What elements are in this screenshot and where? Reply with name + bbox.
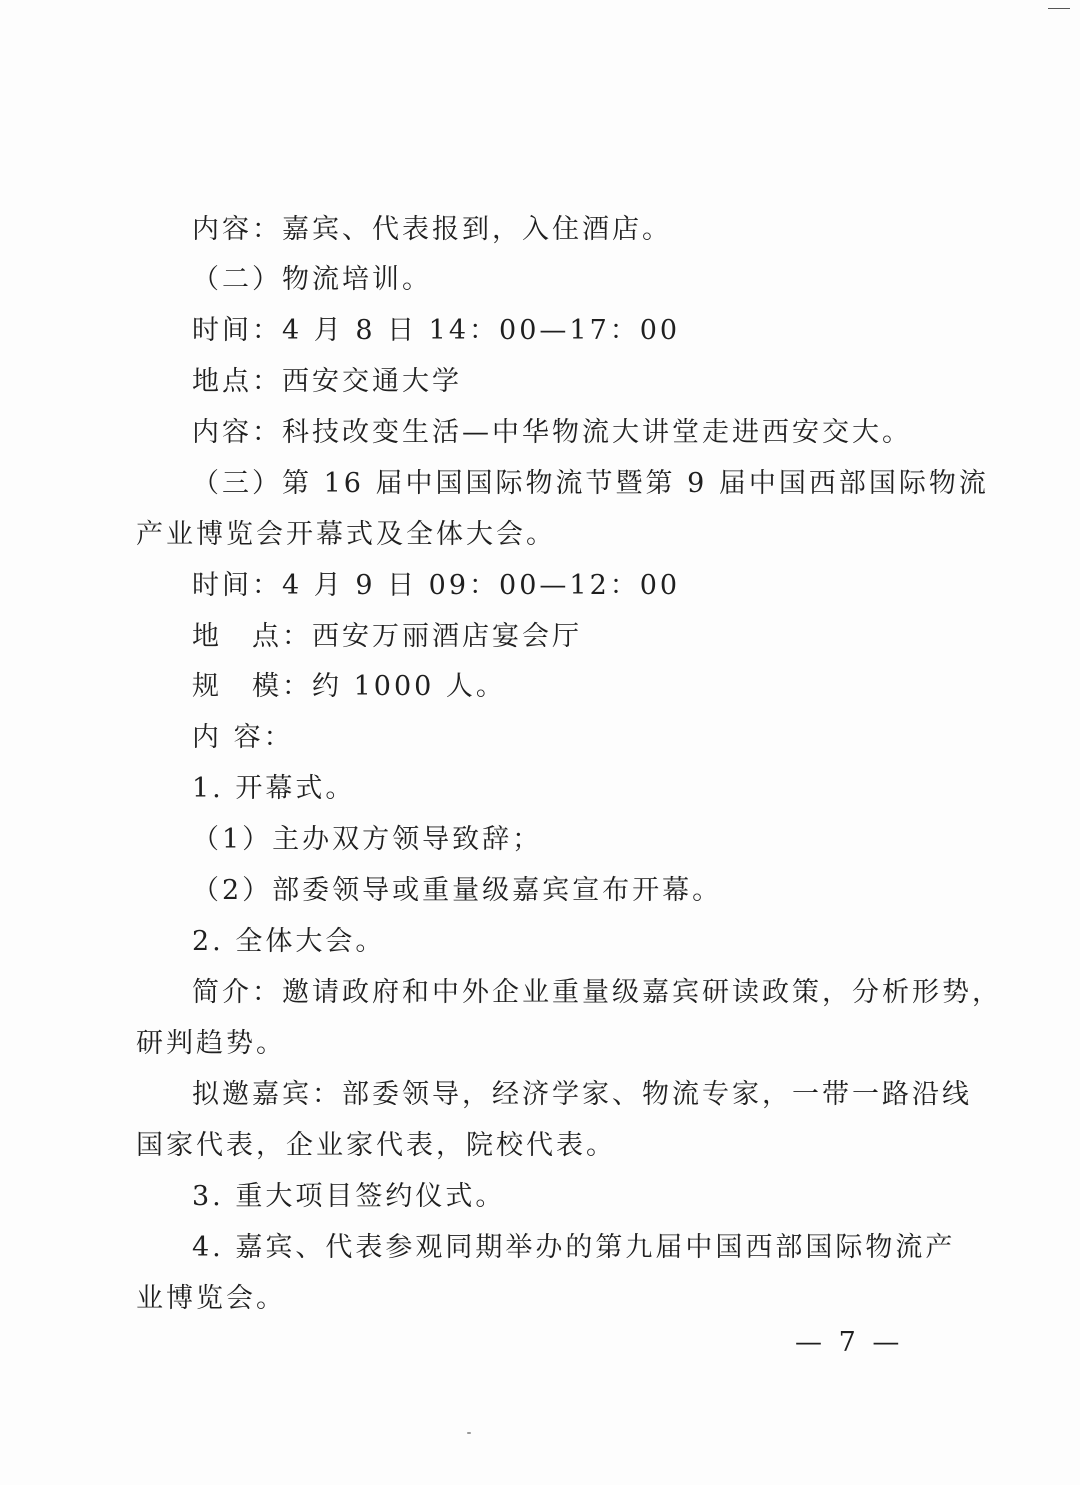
line-intro-2: 研判趋势。 <box>136 1028 286 1059</box>
page-number: — 7 — <box>795 1327 904 1358</box>
line-item-1-sub-1: （1）主办双方领导致辞； <box>192 824 543 855</box>
line-section-opening-2: 产业博览会开幕式及全体大会。 <box>136 519 556 550</box>
line-item-1: 1. 开幕式。 <box>192 773 356 804</box>
line-training-time: 时间：4 月 8 日 14：00—17：00 <box>192 315 681 346</box>
line-training-content: 内容：科技改变生活—中华物流大讲堂走进西安交大。 <box>192 417 912 448</box>
line-item-4-1: 4. 嘉宾、代表参观同期举办的第九届中国西部国际物流产 <box>192 1232 956 1263</box>
line-section-training: （二）物流培训。 <box>192 264 432 295</box>
line-item-3: 3. 重大项目签约仪式。 <box>192 1181 506 1212</box>
line-item-2: 2. 全体大会。 <box>192 926 386 957</box>
line-guests-1: 拟邀嘉宾：部委领导，经济学家、物流专家，一带一路沿线 <box>192 1079 972 1110</box>
line-opening-place: 地 点：西安万丽酒店宴会厅 <box>192 621 582 652</box>
line-section-opening-1: （三）第 16 届中国国际物流节暨第 9 届中国西部国际物流 <box>192 468 989 499</box>
line-intro-1: 简介：邀请政府和中外企业重量级嘉宾研读政策，分析形势， <box>192 977 1002 1008</box>
corner-mark <box>1048 8 1070 9</box>
line-item-4-2: 业博览会。 <box>136 1283 286 1314</box>
scan-speck <box>467 1432 471 1434</box>
line-opening-time: 时间：4 月 9 日 09：00—12：00 <box>192 570 681 601</box>
line-opening-scale: 规 模：约 1000 人。 <box>192 671 506 702</box>
line-opening-content-label: 内 容： <box>192 722 294 753</box>
line-item-1-sub-2: （2）部委领导或重量级嘉宾宣布开幕。 <box>192 875 723 906</box>
line-guests-2: 国家代表，企业家代表，院校代表。 <box>136 1130 616 1161</box>
line-training-place: 地点：西安交通大学 <box>192 366 462 397</box>
line-content-checkin: 内容：嘉宾、代表报到，入住酒店。 <box>192 214 672 245</box>
